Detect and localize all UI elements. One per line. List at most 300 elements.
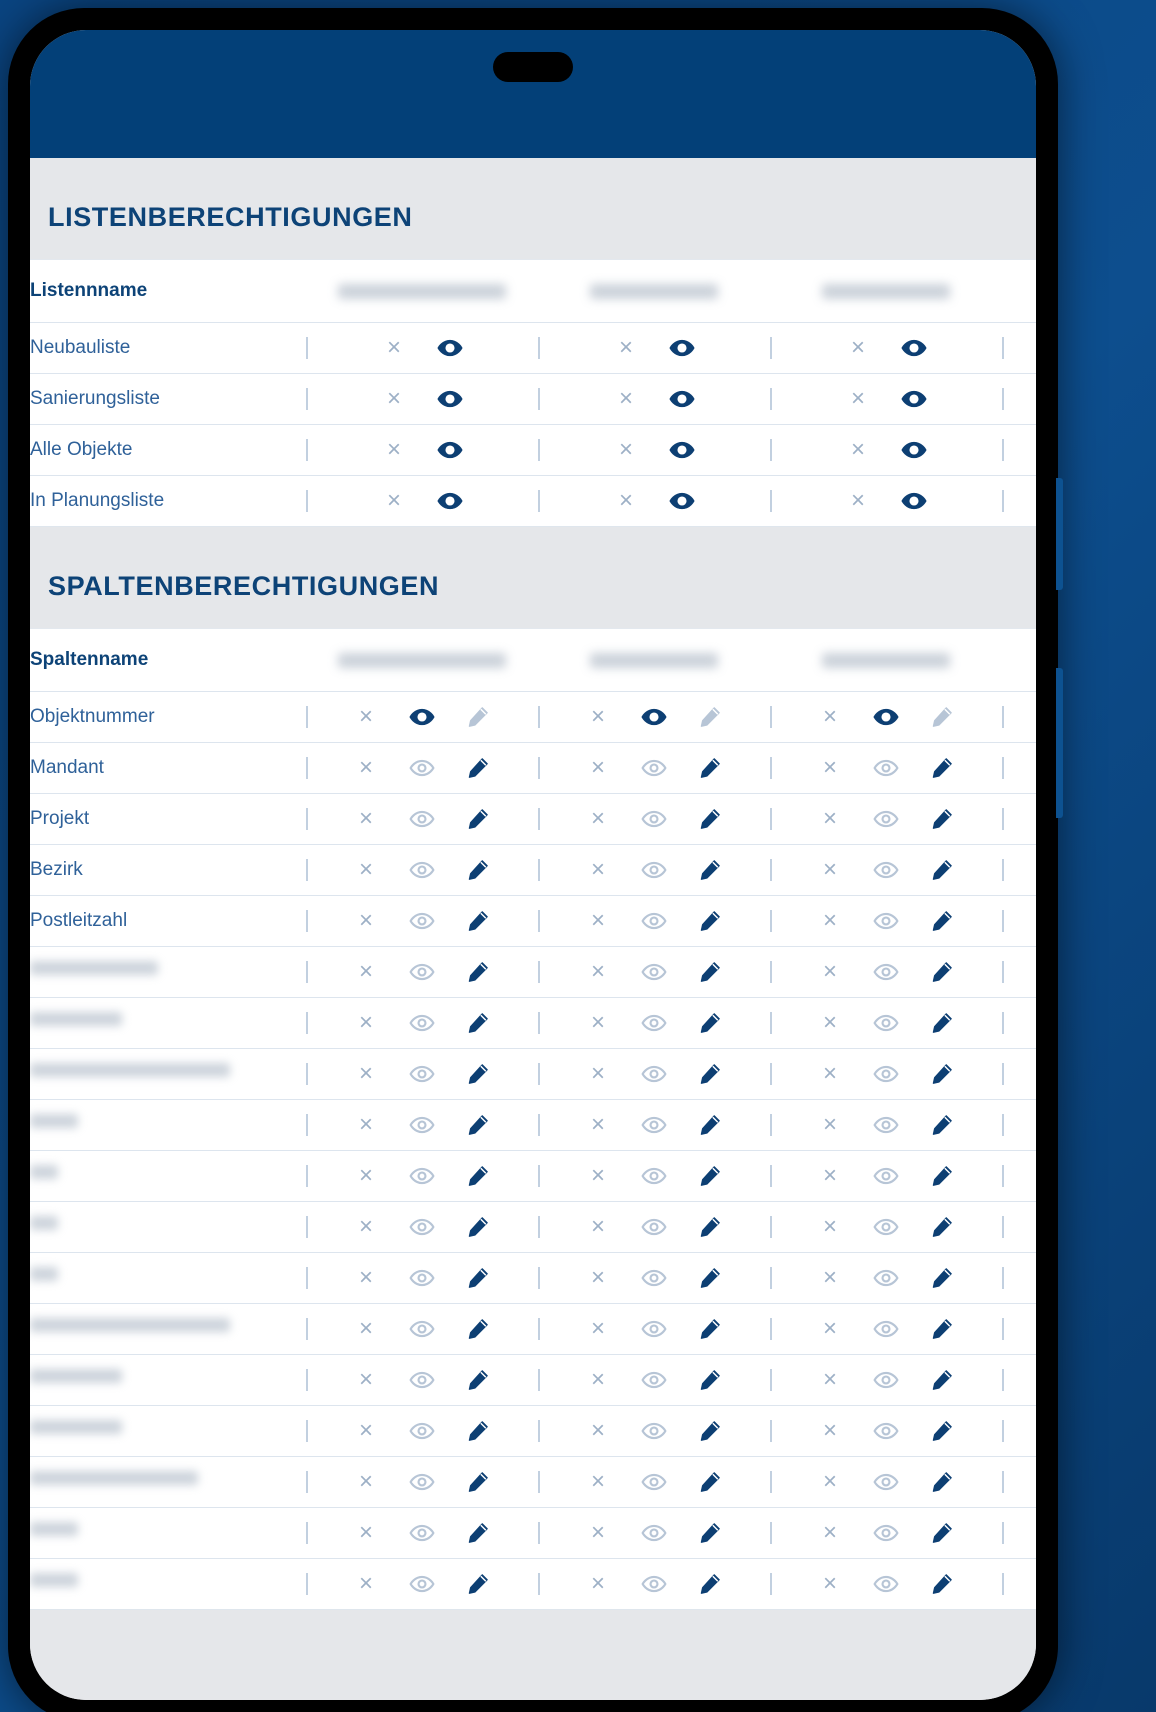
redacted-role-label bbox=[590, 653, 718, 668]
eye-icon[interactable] bbox=[626, 1105, 682, 1145]
eye-icon[interactable] bbox=[394, 850, 450, 890]
redacted-role-label bbox=[822, 284, 950, 299]
table-row bbox=[30, 322, 1036, 373]
eye-icon[interactable] bbox=[394, 1207, 450, 1247]
x-icon[interactable]: × bbox=[358, 1467, 373, 1495]
x-icon[interactable]: × bbox=[850, 333, 865, 361]
pencil-icon[interactable] bbox=[914, 850, 970, 890]
x-icon[interactable]: × bbox=[358, 1161, 373, 1189]
x-icon[interactable]: × bbox=[590, 1008, 605, 1036]
pencil-icon[interactable] bbox=[682, 952, 738, 992]
pencil-icon[interactable] bbox=[450, 799, 506, 839]
row-label bbox=[30, 997, 306, 1048]
permission-toggle-group bbox=[802, 799, 970, 839]
permission-cell bbox=[770, 895, 1002, 946]
permission-toggle-group bbox=[570, 1513, 738, 1553]
permission-toggle-group bbox=[570, 901, 738, 941]
eye-icon[interactable] bbox=[394, 748, 450, 788]
table-row bbox=[30, 997, 1036, 1048]
permission-cell bbox=[538, 997, 770, 1048]
x-icon[interactable]: × bbox=[590, 1110, 605, 1138]
pencil-icon[interactable] bbox=[682, 799, 738, 839]
table-header-row bbox=[30, 260, 1036, 322]
table-row bbox=[30, 424, 1036, 475]
row-spacer bbox=[1002, 997, 1036, 1048]
eye-icon[interactable] bbox=[858, 799, 914, 839]
x-icon[interactable]: × bbox=[822, 1416, 837, 1444]
permission-toggle-group bbox=[598, 328, 710, 368]
x-icon[interactable]: × bbox=[590, 1569, 605, 1597]
pencil-icon[interactable] bbox=[682, 1513, 738, 1553]
pencil-icon[interactable] bbox=[682, 1258, 738, 1298]
pencil-icon[interactable] bbox=[914, 1258, 970, 1298]
column-header-role-3 bbox=[770, 629, 1002, 691]
x-icon[interactable]: × bbox=[386, 486, 401, 514]
eye-icon[interactable] bbox=[394, 1054, 450, 1094]
eye-icon[interactable] bbox=[394, 1360, 450, 1400]
x-icon[interactable]: × bbox=[358, 1518, 373, 1546]
pencil-icon[interactable] bbox=[682, 1003, 738, 1043]
permission-toggle-group bbox=[802, 1360, 970, 1400]
pencil-icon[interactable] bbox=[914, 1564, 970, 1604]
permission-cell bbox=[538, 895, 770, 946]
x-icon[interactable]: × bbox=[358, 957, 373, 985]
row-label: Mandant bbox=[30, 756, 104, 778]
pencil-icon[interactable] bbox=[450, 1513, 506, 1553]
permission-toggle-group bbox=[802, 1513, 970, 1553]
permission-cell bbox=[538, 1354, 770, 1405]
redacted-row-label bbox=[30, 1369, 122, 1383]
x-icon[interactable]: × bbox=[590, 855, 605, 883]
permission-cell bbox=[306, 1048, 538, 1099]
table-row bbox=[30, 1456, 1036, 1507]
permission-toggle-group bbox=[338, 1360, 506, 1400]
eye-icon[interactable] bbox=[626, 850, 682, 890]
eye-icon[interactable] bbox=[626, 799, 682, 839]
pencil-icon[interactable] bbox=[450, 1309, 506, 1349]
pencil-icon[interactable] bbox=[682, 1054, 738, 1094]
eye-icon[interactable] bbox=[626, 1360, 682, 1400]
phone-frame bbox=[8, 8, 1058, 1712]
row-label bbox=[30, 1099, 306, 1150]
row-spacer bbox=[1002, 1303, 1036, 1354]
permission-cell bbox=[306, 691, 538, 742]
table-row bbox=[30, 742, 1036, 793]
pencil-icon[interactable] bbox=[682, 1105, 738, 1145]
eye-icon[interactable] bbox=[626, 952, 682, 992]
pencil-icon[interactable] bbox=[682, 1207, 738, 1247]
pencil-icon[interactable] bbox=[914, 748, 970, 788]
x-icon[interactable]: × bbox=[590, 1416, 605, 1444]
pencil-icon[interactable] bbox=[450, 1462, 506, 1502]
eye-icon[interactable] bbox=[858, 1054, 914, 1094]
permission-cell bbox=[538, 1558, 770, 1609]
eye-icon[interactable] bbox=[394, 1462, 450, 1502]
x-icon[interactable]: × bbox=[590, 804, 605, 832]
table-row bbox=[30, 1405, 1036, 1456]
permission-toggle-group bbox=[598, 430, 710, 470]
permission-toggle-group bbox=[570, 1309, 738, 1349]
pencil-icon[interactable] bbox=[914, 1054, 970, 1094]
x-icon[interactable]: × bbox=[590, 1263, 605, 1291]
eye-icon[interactable] bbox=[394, 799, 450, 839]
eye-icon[interactable] bbox=[858, 748, 914, 788]
column-header-name: Listennname bbox=[30, 279, 148, 301]
phone-power-button[interactable] bbox=[1056, 668, 1063, 818]
x-icon[interactable]: × bbox=[358, 1365, 373, 1393]
eye-icon[interactable] bbox=[626, 1513, 682, 1553]
eye-icon[interactable] bbox=[626, 1411, 682, 1451]
eye-icon[interactable] bbox=[858, 1207, 914, 1247]
x-icon[interactable]: × bbox=[822, 1569, 837, 1597]
x-icon[interactable]: × bbox=[618, 333, 633, 361]
pencil-icon[interactable] bbox=[450, 1411, 506, 1451]
eye-icon[interactable] bbox=[858, 1258, 914, 1298]
x-icon[interactable]: × bbox=[850, 435, 865, 463]
x-icon[interactable]: × bbox=[822, 1314, 837, 1342]
x-icon[interactable]: × bbox=[822, 1365, 837, 1393]
x-icon[interactable]: × bbox=[850, 384, 865, 412]
pencil-icon[interactable] bbox=[450, 1564, 506, 1604]
x-icon[interactable]: × bbox=[590, 1059, 605, 1087]
row-label bbox=[30, 1252, 306, 1303]
permission-toggle-group bbox=[570, 799, 738, 839]
pencil-icon[interactable] bbox=[914, 1309, 970, 1349]
eye-icon[interactable] bbox=[654, 328, 710, 368]
permissions-scroll-area[interactable] bbox=[30, 158, 1036, 1700]
pencil-icon[interactable] bbox=[682, 1309, 738, 1349]
eye-icon[interactable] bbox=[422, 481, 478, 521]
permission-cell bbox=[770, 373, 1002, 424]
permission-toggle-group bbox=[366, 379, 478, 419]
row-spacer bbox=[1002, 1252, 1036, 1303]
row-spacer bbox=[1002, 475, 1036, 526]
eye-icon[interactable] bbox=[858, 1003, 914, 1043]
x-icon[interactable]: × bbox=[590, 702, 605, 730]
pencil-icon[interactable] bbox=[914, 1105, 970, 1145]
pencil-icon[interactable] bbox=[682, 1411, 738, 1451]
eye-icon[interactable] bbox=[858, 1360, 914, 1400]
permission-toggle-group bbox=[570, 1105, 738, 1145]
permission-toggle-group bbox=[338, 952, 506, 992]
permission-cell bbox=[770, 322, 1002, 373]
pencil-icon[interactable] bbox=[450, 1360, 506, 1400]
permission-toggle-group bbox=[366, 430, 478, 470]
x-icon[interactable]: × bbox=[590, 1161, 605, 1189]
permission-toggle-group bbox=[338, 850, 506, 890]
x-icon[interactable]: × bbox=[386, 333, 401, 361]
row-label: Sanierungsliste bbox=[30, 387, 160, 409]
permission-toggle-group bbox=[570, 952, 738, 992]
eye-icon[interactable] bbox=[394, 1003, 450, 1043]
x-icon[interactable]: × bbox=[822, 1467, 837, 1495]
eye-icon[interactable] bbox=[626, 1309, 682, 1349]
x-icon[interactable]: × bbox=[822, 804, 837, 832]
x-icon[interactable]: × bbox=[590, 1212, 605, 1240]
notch bbox=[493, 52, 573, 82]
permission-cell bbox=[538, 946, 770, 997]
redacted-row-label bbox=[30, 1216, 58, 1230]
table-row bbox=[30, 844, 1036, 895]
pencil-icon[interactable] bbox=[450, 1003, 506, 1043]
permission-cell bbox=[306, 424, 538, 475]
section-title-column-permissions: SPALTENBERECHTIGUNGEN bbox=[48, 571, 440, 601]
permission-toggle-group bbox=[802, 1258, 970, 1298]
permission-toggle-group bbox=[830, 430, 942, 470]
x-icon[interactable]: × bbox=[590, 906, 605, 934]
pencil-icon[interactable] bbox=[682, 1462, 738, 1502]
table-row bbox=[30, 895, 1036, 946]
permission-cell bbox=[538, 424, 770, 475]
eye-icon[interactable] bbox=[858, 1156, 914, 1196]
pencil-icon[interactable] bbox=[914, 952, 970, 992]
row-spacer bbox=[1002, 1558, 1036, 1609]
eye-icon[interactable] bbox=[394, 1564, 450, 1604]
permission-cell bbox=[538, 1099, 770, 1150]
permission-toggle-group bbox=[802, 1462, 970, 1502]
permissions-table-list-permissions bbox=[30, 260, 1036, 526]
row-spacer bbox=[1002, 1507, 1036, 1558]
row-label bbox=[30, 1303, 306, 1354]
x-icon[interactable]: × bbox=[358, 1212, 373, 1240]
pencil-icon[interactable] bbox=[450, 1156, 506, 1196]
x-icon[interactable]: × bbox=[822, 906, 837, 934]
x-icon[interactable]: × bbox=[590, 1518, 605, 1546]
x-icon[interactable]: × bbox=[358, 855, 373, 883]
permission-toggle-group bbox=[338, 748, 506, 788]
x-icon[interactable]: × bbox=[590, 753, 605, 781]
table-row bbox=[30, 946, 1036, 997]
permission-cell bbox=[538, 1201, 770, 1252]
permission-cell bbox=[306, 1303, 538, 1354]
pencil-icon[interactable] bbox=[914, 799, 970, 839]
table-row bbox=[30, 793, 1036, 844]
x-icon[interactable]: × bbox=[822, 1518, 837, 1546]
eye-icon[interactable] bbox=[654, 481, 710, 521]
row-spacer bbox=[1002, 691, 1036, 742]
permission-toggle-group bbox=[830, 379, 942, 419]
phone-volume-button[interactable] bbox=[1056, 478, 1063, 590]
permission-cell bbox=[306, 793, 538, 844]
eye-icon[interactable] bbox=[394, 952, 450, 992]
permission-cell bbox=[770, 1201, 1002, 1252]
permission-cell bbox=[306, 322, 538, 373]
permission-cell bbox=[306, 1354, 538, 1405]
x-icon[interactable]: × bbox=[358, 753, 373, 781]
pencil-icon[interactable] bbox=[914, 1156, 970, 1196]
eye-icon[interactable] bbox=[858, 697, 914, 737]
row-spacer bbox=[1002, 373, 1036, 424]
pencil-icon[interactable] bbox=[682, 901, 738, 941]
permission-cell bbox=[306, 1201, 538, 1252]
permission-cell bbox=[306, 1099, 538, 1150]
permission-toggle-group bbox=[802, 1309, 970, 1349]
x-icon[interactable]: × bbox=[358, 804, 373, 832]
eye-icon[interactable] bbox=[886, 481, 942, 521]
x-icon[interactable]: × bbox=[358, 1314, 373, 1342]
row-spacer bbox=[1002, 1201, 1036, 1252]
x-icon[interactable]: × bbox=[358, 1110, 373, 1138]
eye-icon[interactable] bbox=[886, 379, 942, 419]
x-icon[interactable]: × bbox=[386, 384, 401, 412]
x-icon[interactable]: × bbox=[386, 435, 401, 463]
x-icon[interactable]: × bbox=[822, 1263, 837, 1291]
pencil-icon[interactable] bbox=[914, 1360, 970, 1400]
pencil-icon[interactable] bbox=[682, 1156, 738, 1196]
x-icon[interactable]: × bbox=[590, 1365, 605, 1393]
permission-cell bbox=[306, 373, 538, 424]
x-icon[interactable]: × bbox=[822, 957, 837, 985]
permission-cell bbox=[770, 691, 1002, 742]
pencil-icon[interactable] bbox=[914, 1207, 970, 1247]
pencil-icon[interactable] bbox=[682, 1564, 738, 1604]
x-icon[interactable]: × bbox=[590, 1314, 605, 1342]
pencil-icon[interactable] bbox=[914, 1462, 970, 1502]
permission-toggle-group bbox=[570, 1003, 738, 1043]
eye-icon[interactable] bbox=[394, 1258, 450, 1298]
row-spacer bbox=[1002, 1099, 1036, 1150]
pencil-icon[interactable] bbox=[914, 1411, 970, 1451]
eye-icon[interactable] bbox=[858, 1105, 914, 1145]
eye-icon[interactable] bbox=[394, 901, 450, 941]
x-icon[interactable]: × bbox=[822, 1161, 837, 1189]
eye-icon[interactable] bbox=[654, 430, 710, 470]
eye-icon[interactable] bbox=[394, 1411, 450, 1451]
row-spacer bbox=[1002, 1150, 1036, 1201]
permission-cell bbox=[538, 844, 770, 895]
eye-icon[interactable] bbox=[858, 952, 914, 992]
eye-icon[interactable] bbox=[626, 1207, 682, 1247]
eye-icon[interactable] bbox=[626, 697, 682, 737]
x-icon[interactable]: × bbox=[822, 702, 837, 730]
eye-icon[interactable] bbox=[626, 1054, 682, 1094]
eye-icon[interactable] bbox=[394, 1513, 450, 1553]
permission-toggle-group bbox=[802, 1054, 970, 1094]
eye-icon[interactable] bbox=[858, 1411, 914, 1451]
eye-icon[interactable] bbox=[394, 697, 450, 737]
table-row bbox=[30, 1558, 1036, 1609]
pencil-icon[interactable] bbox=[914, 1003, 970, 1043]
eye-icon[interactable] bbox=[626, 1462, 682, 1502]
pencil-icon[interactable] bbox=[450, 1207, 506, 1247]
x-icon[interactable]: × bbox=[618, 435, 633, 463]
eye-icon[interactable] bbox=[886, 430, 942, 470]
x-icon[interactable]: × bbox=[358, 906, 373, 934]
permission-toggle-group bbox=[338, 1513, 506, 1553]
eye-icon[interactable] bbox=[626, 1564, 682, 1604]
x-icon[interactable]: × bbox=[822, 753, 837, 781]
x-icon[interactable]: × bbox=[358, 1263, 373, 1291]
permission-cell bbox=[770, 1456, 1002, 1507]
redacted-row-label bbox=[30, 1114, 78, 1128]
eye-icon[interactable] bbox=[422, 328, 478, 368]
eye-icon[interactable] bbox=[858, 1309, 914, 1349]
x-icon[interactable]: × bbox=[822, 1059, 837, 1087]
x-icon[interactable]: × bbox=[822, 1110, 837, 1138]
eye-icon[interactable] bbox=[858, 1462, 914, 1502]
eye-icon[interactable] bbox=[858, 1564, 914, 1604]
pencil-icon[interactable] bbox=[450, 901, 506, 941]
x-icon[interactable]: × bbox=[358, 1008, 373, 1036]
x-icon[interactable]: × bbox=[358, 1059, 373, 1087]
pencil-icon[interactable] bbox=[682, 1360, 738, 1400]
row-label bbox=[30, 1507, 306, 1558]
pencil-icon[interactable] bbox=[450, 1054, 506, 1094]
permission-cell bbox=[770, 1558, 1002, 1609]
permission-toggle-group bbox=[802, 1105, 970, 1145]
eye-icon[interactable] bbox=[394, 1105, 450, 1145]
x-icon[interactable]: × bbox=[850, 486, 865, 514]
eye-icon[interactable] bbox=[626, 1003, 682, 1043]
eye-icon[interactable] bbox=[394, 1156, 450, 1196]
x-icon[interactable]: × bbox=[590, 1467, 605, 1495]
phone-screen bbox=[30, 30, 1036, 1700]
eye-icon[interactable] bbox=[626, 1156, 682, 1196]
column-header-role-3 bbox=[770, 260, 1002, 322]
redacted-row-label bbox=[30, 1420, 122, 1434]
pencil-icon[interactable] bbox=[682, 697, 738, 737]
x-icon[interactable]: × bbox=[590, 957, 605, 985]
x-icon[interactable]: × bbox=[822, 1008, 837, 1036]
eye-icon[interactable] bbox=[422, 379, 478, 419]
eye-icon[interactable] bbox=[626, 748, 682, 788]
pencil-icon[interactable] bbox=[682, 850, 738, 890]
eye-icon[interactable] bbox=[422, 430, 478, 470]
pencil-icon[interactable] bbox=[682, 748, 738, 788]
column-header-role-1 bbox=[306, 260, 538, 322]
row-label: Postleitzahl bbox=[30, 909, 128, 931]
pencil-icon[interactable] bbox=[450, 850, 506, 890]
x-icon[interactable]: × bbox=[618, 384, 633, 412]
eye-icon[interactable] bbox=[394, 1309, 450, 1349]
x-icon[interactable]: × bbox=[358, 702, 373, 730]
eye-icon[interactable] bbox=[626, 901, 682, 941]
eye-icon[interactable] bbox=[886, 328, 942, 368]
pencil-icon[interactable] bbox=[450, 748, 506, 788]
pencil-icon[interactable] bbox=[450, 697, 506, 737]
row-label: Neubauliste bbox=[30, 336, 131, 358]
row-spacer bbox=[1002, 1456, 1036, 1507]
table-row bbox=[30, 373, 1036, 424]
table-row bbox=[30, 1099, 1036, 1150]
x-icon[interactable]: × bbox=[822, 855, 837, 883]
x-icon[interactable]: × bbox=[822, 1212, 837, 1240]
permission-toggle-group bbox=[338, 1156, 506, 1196]
pencil-icon[interactable] bbox=[450, 1105, 506, 1145]
permission-cell bbox=[306, 1558, 538, 1609]
pencil-icon[interactable] bbox=[914, 697, 970, 737]
x-icon[interactable]: × bbox=[358, 1416, 373, 1444]
eye-icon[interactable] bbox=[626, 1258, 682, 1298]
pencil-icon[interactable] bbox=[450, 952, 506, 992]
permission-cell bbox=[306, 1405, 538, 1456]
x-icon[interactable]: × bbox=[618, 486, 633, 514]
pencil-icon[interactable] bbox=[450, 1258, 506, 1298]
permission-toggle-group bbox=[802, 901, 970, 941]
eye-icon[interactable] bbox=[858, 1513, 914, 1553]
pencil-icon[interactable] bbox=[914, 1513, 970, 1553]
eye-icon[interactable] bbox=[858, 850, 914, 890]
permission-cell bbox=[538, 1252, 770, 1303]
redacted-role-label bbox=[338, 653, 506, 668]
x-icon[interactable]: × bbox=[358, 1569, 373, 1597]
permission-cell bbox=[538, 691, 770, 742]
eye-icon[interactable] bbox=[654, 379, 710, 419]
permission-cell bbox=[770, 1048, 1002, 1099]
eye-icon[interactable] bbox=[858, 901, 914, 941]
permission-toggle-group bbox=[570, 1054, 738, 1094]
pencil-icon[interactable] bbox=[914, 901, 970, 941]
